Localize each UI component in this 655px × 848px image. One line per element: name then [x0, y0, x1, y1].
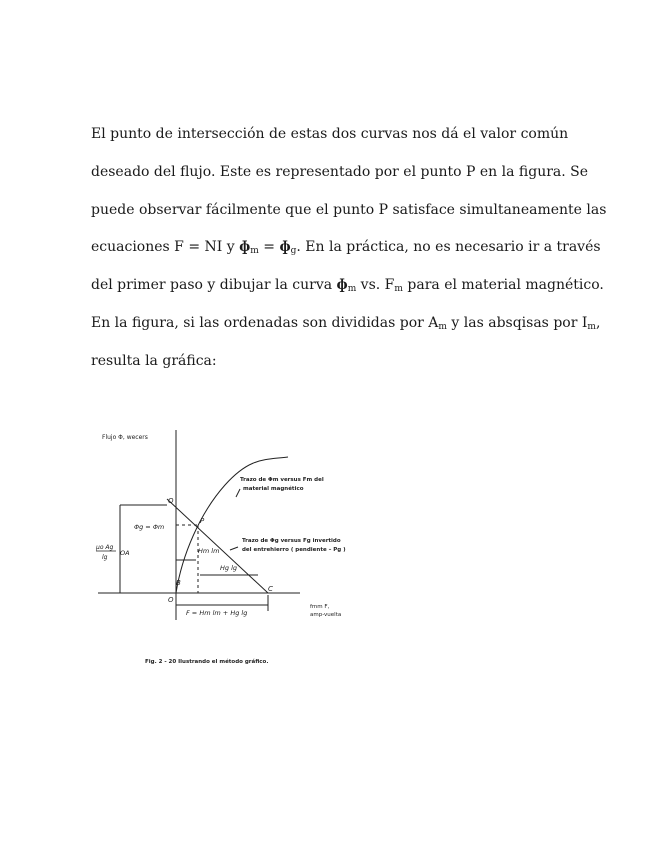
text-run: para el material magnético.	[402, 277, 604, 294]
curve1-pointer	[236, 489, 240, 497]
point-o-top-label: O	[168, 497, 174, 505]
graphical-method-figure	[90, 425, 380, 675]
point-p-label: P	[200, 517, 205, 525]
subscript: m	[438, 321, 447, 332]
text-line: resulta la gráfica:	[91, 352, 217, 369]
hm-label: Hm lm	[198, 547, 220, 555]
phi-symbol: ɸ	[279, 239, 291, 256]
f-equation-label: F = Hm lm + Hg lg	[186, 609, 248, 617]
text-line: deseado del flujo. Este es representado por el punto P en la figura. Se	[91, 163, 589, 180]
text-run: En la figura, si las ordenadas son divididas por A	[91, 314, 439, 331]
curve2-label: del entrehierro ( pendiente – Pg )	[242, 547, 346, 553]
text-line: El punto de intersección de estas dos curvas nos dá el valor común	[91, 126, 569, 142]
x-axis-label: amp-vuelta	[310, 612, 342, 618]
curve2-label: Trazo de Φg versus Fg invertido	[242, 538, 341, 544]
phi-symbol: ɸ	[336, 277, 348, 294]
text-line	[91, 229, 601, 267]
subscript: g	[290, 246, 297, 257]
body-paragraph	[91, 116, 607, 381]
subscript: m	[250, 246, 259, 257]
subscript: m	[394, 284, 403, 295]
curve2-pointer	[230, 547, 238, 550]
oa-fraction-denominator: lg	[102, 554, 108, 561]
text-line: puede observar fácilmente que el punto P satisface simultaneamente las	[91, 201, 607, 218]
point-o-origin-label: O	[168, 596, 174, 604]
text-run: ,	[595, 314, 601, 331]
text-run: . En la práctica, no es necesario ir a través	[296, 239, 601, 256]
text-line	[91, 305, 601, 343]
curve1-label: Trazo de Φm versus Fm del	[240, 477, 324, 483]
oa-fraction-numerator: μo Ag	[96, 544, 114, 551]
text-run: y las absqisas por I	[446, 314, 588, 331]
y-axis-label: Flujo Φ, wecers	[102, 434, 148, 441]
oa-label: OA	[120, 549, 130, 557]
subscript: m	[347, 284, 357, 295]
x-axis-label: fmm F,	[310, 604, 330, 610]
phi-equality-label: Φg = Φm	[134, 523, 165, 531]
air-gap-line	[167, 499, 268, 593]
text-run: vs. F	[356, 277, 395, 294]
curve1-label: material magnético	[243, 486, 304, 492]
hg-label: Hg lg	[220, 564, 238, 572]
point-c-label: C	[268, 585, 273, 593]
text-run: =	[258, 239, 280, 256]
figure-caption: Fig. 2 - 20 Ilustrando el método gráfico.	[145, 659, 269, 665]
point-b-label: B	[176, 579, 181, 587]
phi-symbol: ɸ	[239, 239, 251, 256]
subscript: m	[587, 321, 596, 332]
text-run: ecuaciones F = NI y	[91, 239, 240, 256]
text-line	[91, 267, 604, 305]
text-run: del primer paso y dibujar la curva	[91, 277, 337, 294]
